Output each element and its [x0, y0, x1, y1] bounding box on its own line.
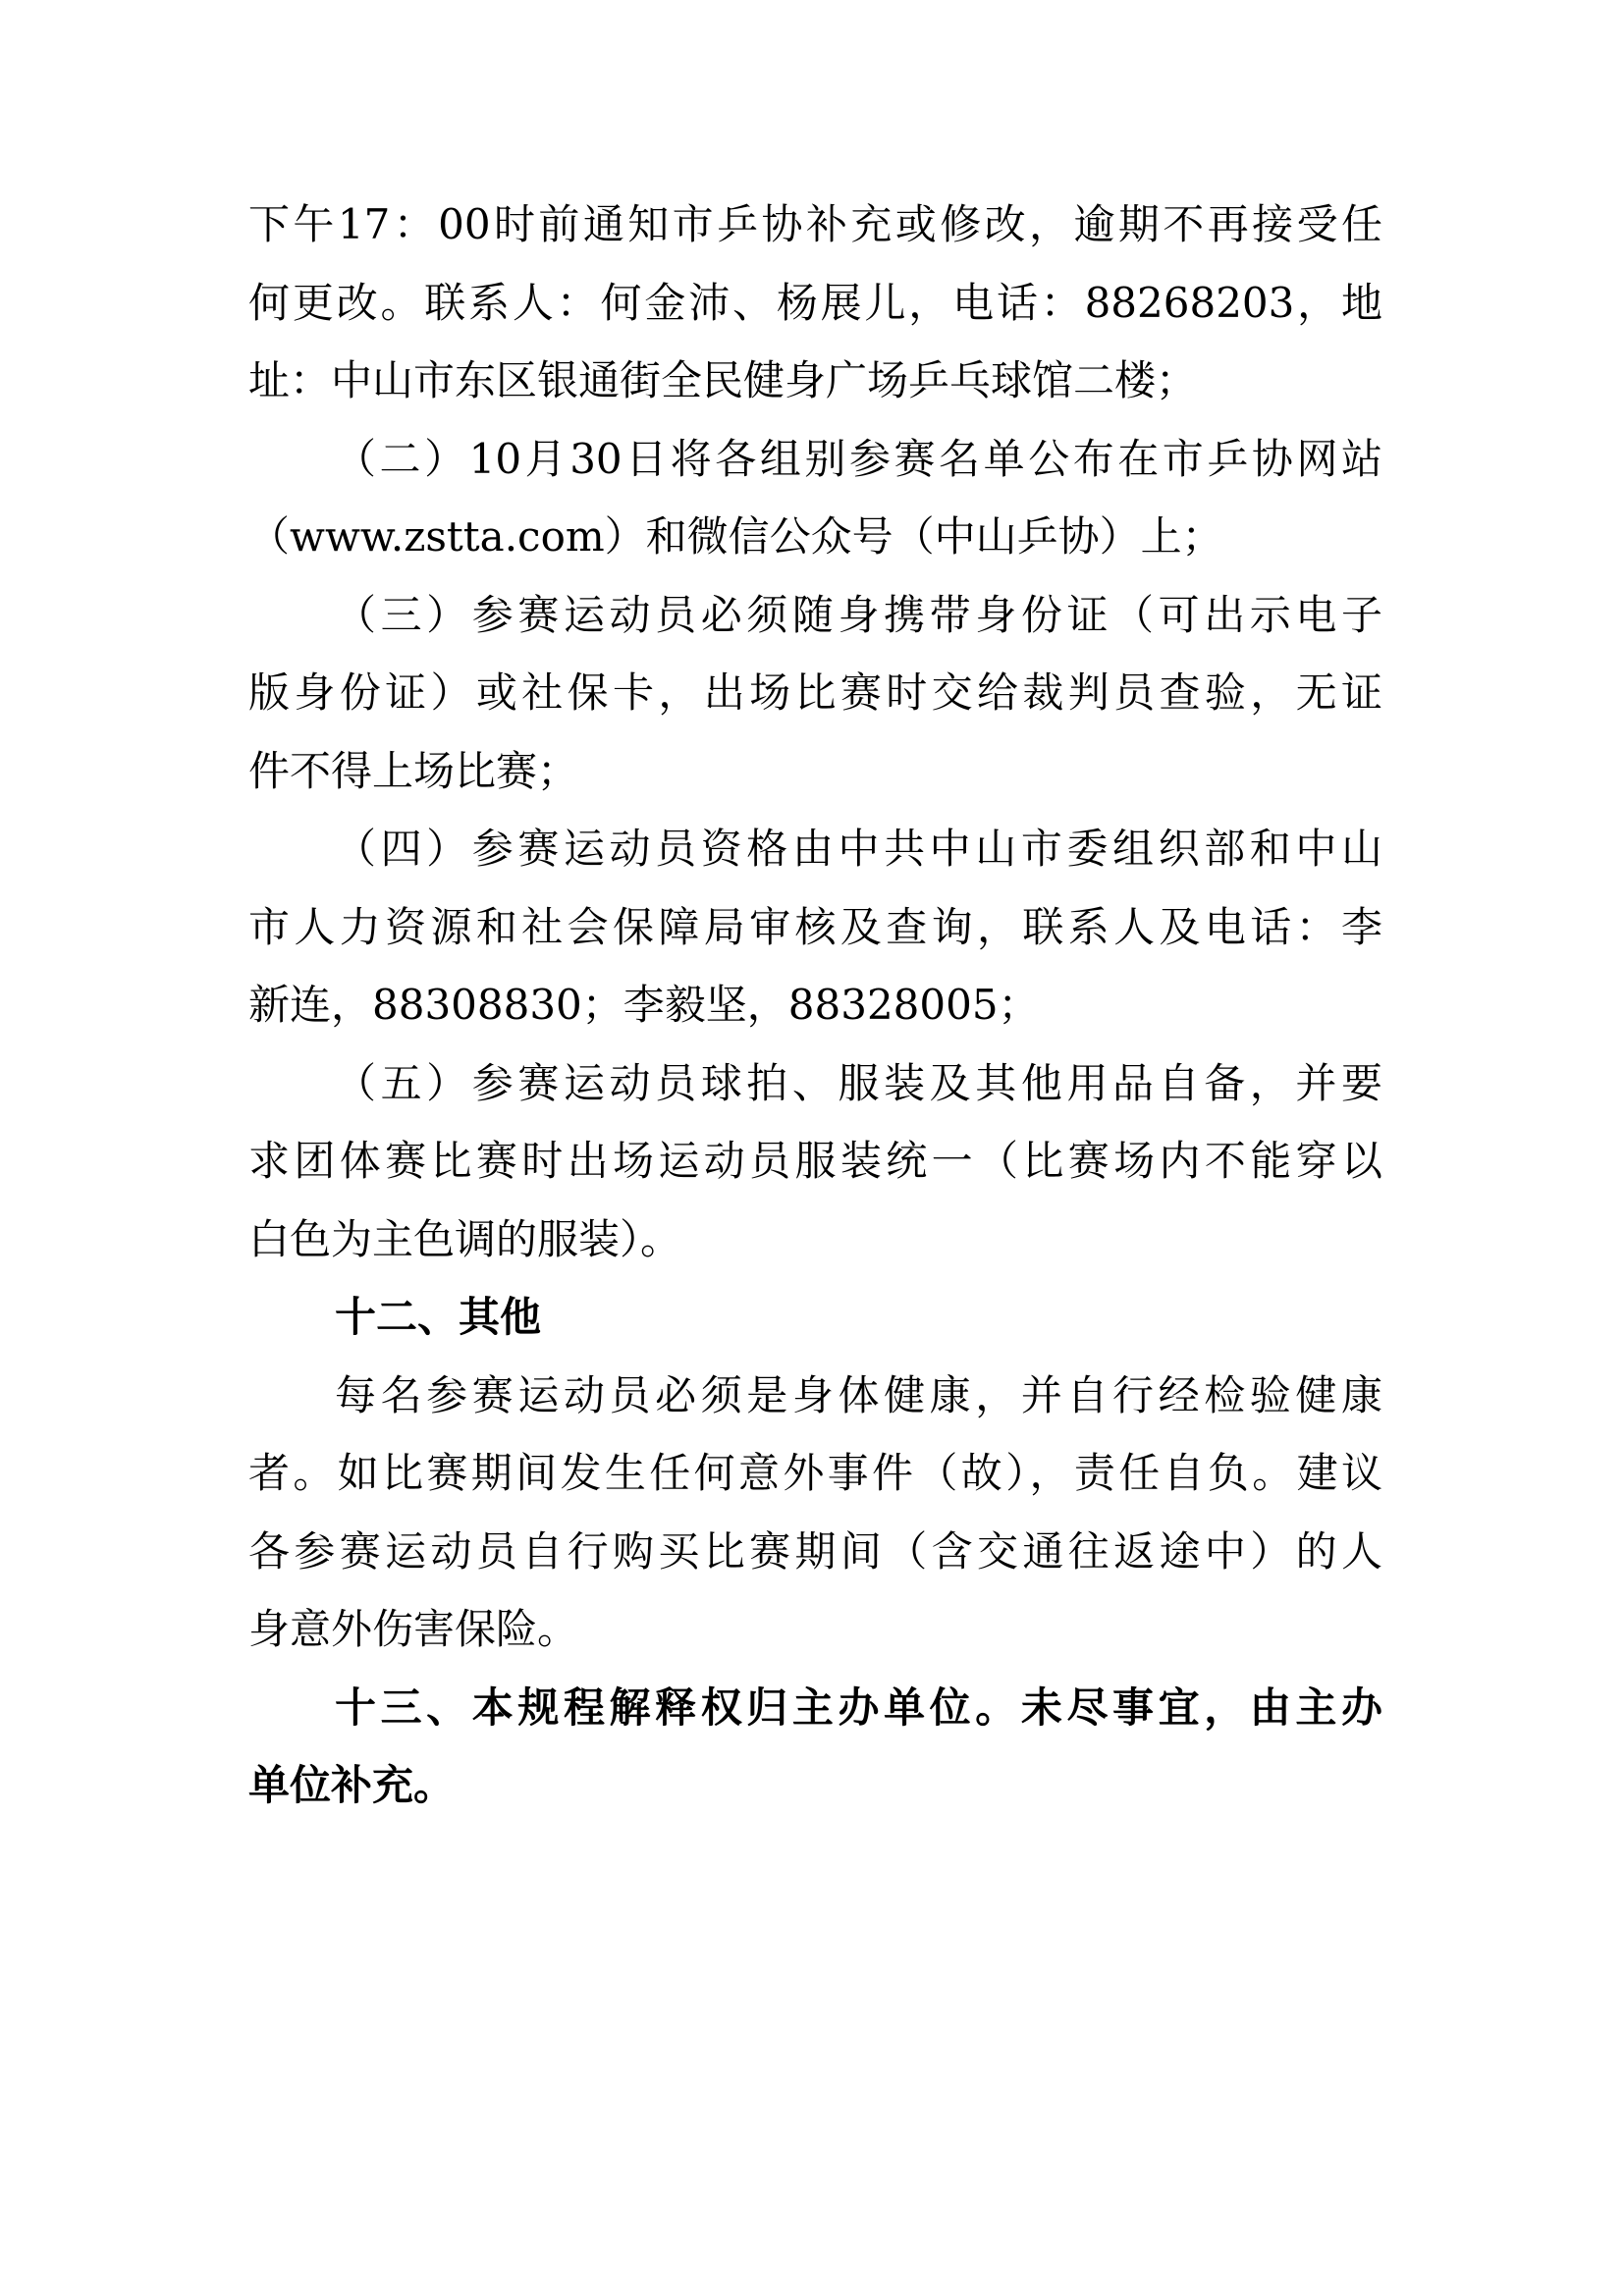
text-line: （二）10月30日将各组别参赛名单公布在市乒协网站 — [335, 434, 1382, 483]
text-line: 身意外伤害保险。 — [248, 1605, 579, 1653]
text-line: 址：中山市东区银通街全民健身广场乒乓球馆二楼； — [248, 356, 1198, 404]
paragraph-item-2 — [248, 420, 1382, 576]
paragraph-item-3 — [248, 576, 1382, 811]
text-line: （三）参赛运动员必须随身携带身份证（可出示电子 — [335, 590, 1382, 639]
text-line: 件不得上场比赛； — [248, 746, 579, 795]
text-line: 下午17：00时前通知市乒协补充或修改，逾期不再接受任 — [248, 200, 1382, 248]
text-line: 白色为主色调的服装）。 — [248, 1214, 682, 1263]
text-line: 求团体赛比赛时出场运动员服装统一（比赛场内不能穿以 — [248, 1137, 1382, 1185]
document-body — [248, 186, 1382, 1825]
heading-text: 十三、本规程解释权归主办单位。未尽事宜，由主办 — [335, 1682, 1382, 1732]
text-line: 何更改。联系人：何金沛、杨展儿，电话：88268203，地 — [248, 278, 1382, 327]
text-line: （www.zstta.com）和微信公众号（中山乒协）上； — [248, 512, 1223, 561]
heading-text: 十二、其他 — [335, 1293, 542, 1341]
heading-text: 单位补充。 — [248, 1761, 456, 1809]
paragraph-contact — [248, 186, 1382, 420]
text-line: 版身份证）或社保卡，出场比赛时交给裁判员查验，无证 — [248, 668, 1382, 717]
paragraph-item-5 — [248, 1044, 1382, 1279]
text-line: 每名参赛运动员必须是身体健康，并自行经检验健康 — [335, 1370, 1382, 1419]
text-line: 各参赛运动员自行购买比赛期间（含交通往返途中）的人 — [248, 1526, 1382, 1575]
section-heading-13 — [248, 1669, 1382, 1825]
paragraph-item-4 — [248, 810, 1382, 1044]
text-line: 新连，88308830；李毅坚，88328005； — [248, 981, 1040, 1029]
text-line: （五）参赛运动员球拍、服装及其他用品自备，并要 — [335, 1058, 1382, 1107]
section-heading-12 — [248, 1278, 1382, 1357]
text-line: （四）参赛运动员资格由中共中山市委组织部和中山 — [335, 825, 1382, 873]
paragraph-other — [248, 1357, 1382, 1669]
text-line: 市人力资源和社会保障局审核及查询，联系人及电话：李 — [248, 902, 1382, 951]
text-line: 者。如比赛期间发生任何意外事件（故），责任自负。建议 — [248, 1449, 1382, 1497]
